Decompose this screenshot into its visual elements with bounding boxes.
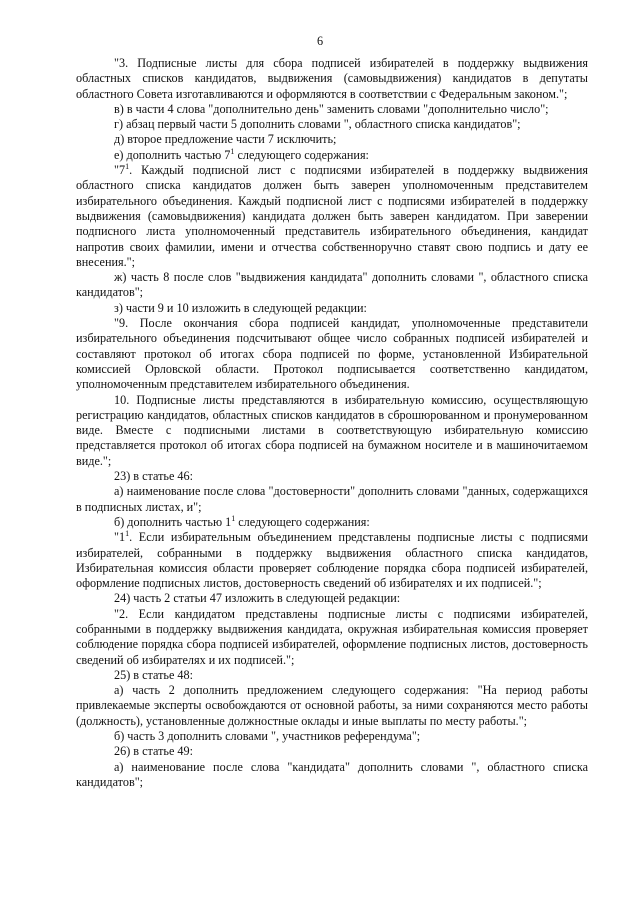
paragraph-text-start: б) дополнить частью 1: [114, 514, 232, 529]
superscript-index: 1: [125, 529, 130, 539]
superscript-index: 1: [231, 513, 236, 523]
paragraph-text-rest: следующего содержания:: [234, 147, 369, 162]
paragraph-text-start: е) дополнить частью 7: [114, 147, 231, 162]
superscript-index: 1: [230, 146, 235, 156]
paragraph: а) наименование после слова "кандидата" дополнить словами ", областного списка кандидатов";: [76, 759, 588, 789]
paragraph: д) второе предложение части 7 исключить;: [114, 132, 337, 147]
paragraph: "2. Если кандидатом представлены подписные листы с подписями избирателей, собранными в поддержку выдвижения кандидата, окружная избирательная комиссия проверяет соблюдение порядка сбора подписей избирателей, оформление подписных листов, достоверность сведений об избирателях и их подписей.";: [76, 606, 588, 667]
paragraph: з) части 9 и 10 изложить в следующей редакции:: [114, 300, 367, 315]
paragraph: [76, 530, 588, 591]
paragraph-text-start: "7: [114, 163, 126, 178]
document-body: [76, 56, 588, 790]
paragraph: 24) часть 2 статьи 47 изложить в следующей редакции:: [114, 591, 401, 606]
paragraph: "3. Подписные листы для сбора подписей избирателей в поддержку выдвижения областных списков кандидатов, выдвижения (самовыдвижения) кандидатов в депутаты областного Совета изготавливаются и оформляются в соответствии с Федеральным законом.";: [76, 56, 588, 101]
paragraph: [76, 148, 588, 163]
paragraph: [76, 515, 588, 530]
paragraph: "9. После окончания сбора подписей кандидат, уполномоченные представители избирательного объединения подсчитывают общее число собранных подписей избирателей и составляют протокол об итогах сбора подписей по форме, установленной Избирательной комиссией Орловской области. Протокол подписывается соответственно кандидатом, уполномоченным представителем избирательного объединения.: [76, 316, 588, 392]
paragraph-text-rest: следующего содержания:: [235, 514, 370, 529]
paragraph: ж) часть 8 после слов "выдвижения кандидата" дополнить словами ", областного списка кандидатов";: [76, 270, 588, 300]
paragraph: 10. Подписные листы представляются в избирательную комиссию, осуществляющую регистрацию кандидатов, областных списков кандидатов в сброшюрованном и пронумерованном виде. Вместе с подписными листами в соответствующую избирательную комиссию представляется протокол об итогах сбора подписей на бумажном носителе и в машиночитаемом виде.";: [76, 392, 588, 468]
superscript-index: 1: [125, 162, 130, 172]
paragraph: в) в части 4 слова "дополнительно день" заменить словами "дополнительно число";: [114, 101, 549, 116]
page-number: 6: [316, 34, 324, 48]
paragraph: а) наименование после слова "достоверности" дополнить словами "данных, содержащихся в подписных листах, и";: [76, 484, 588, 514]
paragraph: 23) в статье 46:: [114, 469, 193, 484]
paragraph: 25) в статье 48:: [114, 667, 193, 682]
paragraph-text-start: "1: [114, 530, 126, 545]
paragraph: а) часть 2 дополнить предложением следующего содержания: "На период работы привлекаемые эксперты освобождаются от основной работы, за ними сохраняются место работы (должность), установленные должностные оклады и иные выплаты по месту работы.";: [76, 683, 588, 728]
paragraph-text-rest: . Если избирательным объединением представлены подписные листы с подписями избирателей, собранными в поддержку выдвижения областного списка кандидатов, Избирательная комиссия области проверяет соблюдение порядка сбора подписей избирателей, оформление подписных листов, достоверность сведений об избирателях и их подписей.";: [76, 530, 588, 591]
paragraph-text-rest: . Каждый подписной лист с подписями избирателей в поддержку выдвижения областного списка кандидатов должен быть заверен уполномоченным представителем избирательного объединения. Каждый подписной лист с подписями избирателей в поддержку выдвижения (самовыдвижения) кандидата должен быть заверен кандидатом. При заверении подписного листа уполномоченный представитель избирательного объединения, кандидат напротив своих фамилии, имени и отчества собственноручно ставят свою подпись и дату ее внесения.";: [76, 163, 588, 269]
paragraph: г) абзац первый части 5 дополнить словами ", областного списка кандидатов";: [114, 117, 521, 132]
paragraph: 26) в статье 49:: [114, 744, 193, 759]
paragraph: б) часть 3 дополнить словами ", участников референдума";: [114, 729, 421, 744]
paragraph: [76, 163, 588, 270]
